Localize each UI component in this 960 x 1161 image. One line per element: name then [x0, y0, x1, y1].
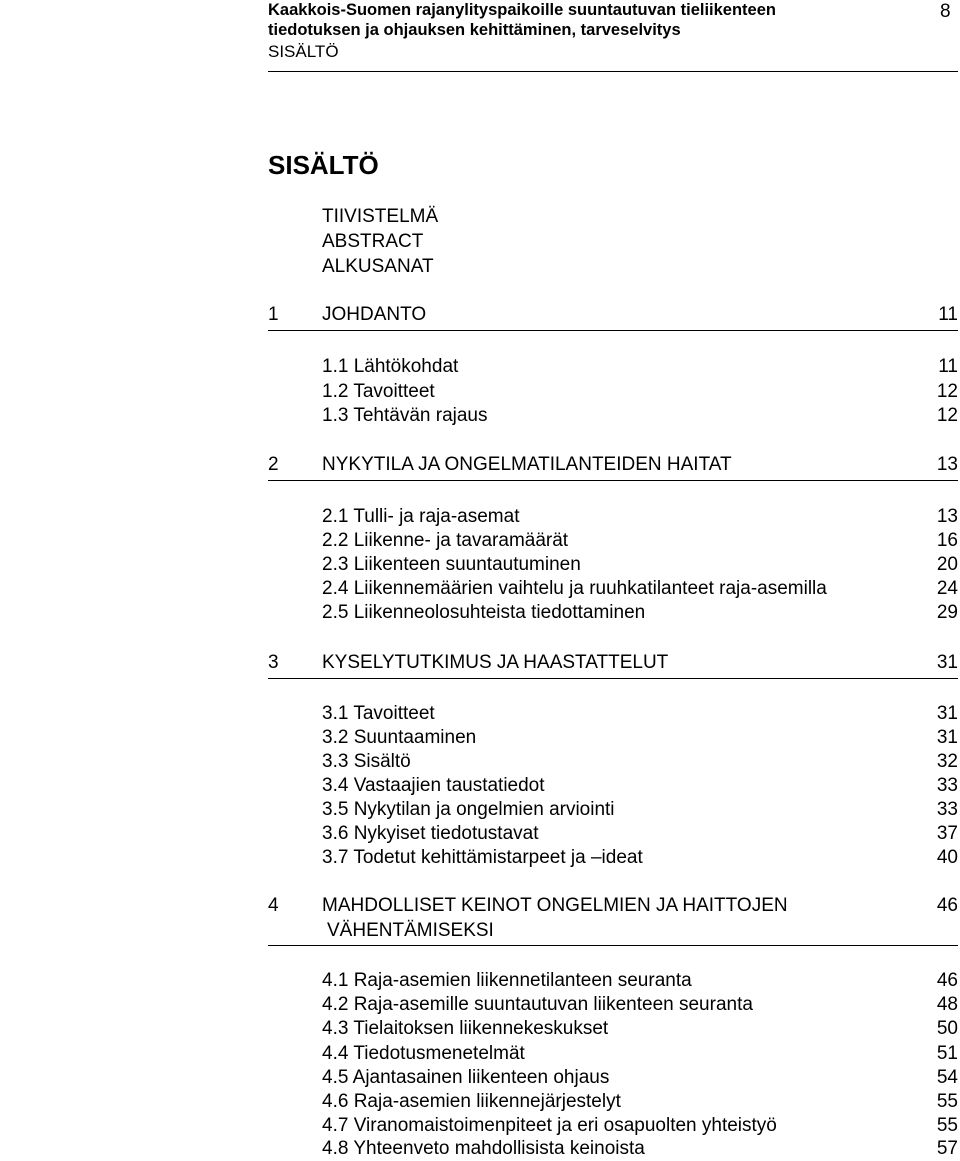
- entry-title: 3.3 Sisältö: [322, 751, 411, 772]
- entry-title: 2.2 Liikenne- ja tavaramäärät: [322, 530, 569, 551]
- chapter-page: 11: [938, 304, 958, 325]
- chapter-page: 31: [936, 652, 958, 673]
- entry-page: 57: [936, 1138, 958, 1159]
- entry-title: 3.7 Todetut kehittämistarpeet ja –ideat: [322, 847, 643, 868]
- entry-title: 4.4 Tiedotusmenetelmät: [322, 1043, 525, 1064]
- toc-chapter-3[interactable]: [268, 651, 958, 679]
- entry-title: 1.3 Tehtävän rajaus: [322, 405, 488, 426]
- entry-title: 4.3 Tielaitoksen liikennekeskukset: [322, 1018, 609, 1039]
- entry-page: 32: [936, 751, 958, 772]
- entry-title: 2.5 Liikenneolosuhteista tiedottaminen: [322, 602, 646, 623]
- entry-page: 12: [936, 405, 958, 426]
- chapter-title: JOHDANTO: [322, 304, 427, 325]
- entry-page: 13: [936, 506, 958, 527]
- entry-title: 4.7 Viranomaistoimenpiteet ja eri osapuolten yhteistyö: [322, 1115, 777, 1136]
- toc-chapter-1[interactable]: [268, 303, 958, 331]
- entry-title: 4.6 Raja-asemien liikennejärjestelyt: [322, 1091, 621, 1112]
- entry-page: 48: [936, 994, 958, 1015]
- toc-front-item[interactable]: ALKUSANAT: [322, 256, 434, 277]
- entry-title: 1.1 Lähtökohdat: [322, 356, 459, 377]
- document-title: SISÄLTÖ: [268, 150, 379, 180]
- chapter-number: 1: [268, 304, 279, 325]
- chapter-number: 3: [268, 652, 279, 673]
- header-title: Kaakkois-Suomen rajanylityspaikoille suuntautuvan tieliikenteen tiedotuksen ja ohjauksen kehittäminen, tarveselvitys: [268, 1, 776, 39]
- entry-title: 2.1 Tulli- ja raja-asemat: [322, 506, 520, 527]
- entry-page: 54: [936, 1067, 958, 1088]
- entry-title: 3.2 Suuntaaminen: [322, 727, 477, 748]
- entry-page: 40: [936, 847, 958, 868]
- entry-page: 51: [936, 1043, 958, 1064]
- entry-title: 3.5 Nykytilan ja ongelmien arviointi: [322, 799, 615, 820]
- toc-front-item[interactable]: TIIVISTELMÄ: [322, 206, 439, 227]
- entry-page: 20: [936, 554, 958, 575]
- chapter-title-line2: VÄHENTÄMISEKSI: [327, 920, 494, 941]
- entry-title: 3.1 Tavoitteet: [322, 703, 435, 724]
- entry-page: 12: [936, 381, 958, 402]
- entry-page: 24: [936, 578, 958, 599]
- chapter-number: 2: [268, 454, 279, 475]
- chapter-page: 46: [936, 895, 958, 916]
- entry-page: 55: [936, 1115, 958, 1136]
- entry-title: 4.1 Raja-asemien liikennetilanteen seuranta: [322, 970, 692, 991]
- entry-title: 4.8 Yhteenveto mahdollisista keinoista: [322, 1138, 645, 1159]
- chapter-page: 13: [936, 454, 958, 475]
- entry-page: 31: [936, 727, 958, 748]
- entry-page: 33: [936, 799, 958, 820]
- chapter-title: NYKYTILA JA ONGELMATILANTEIDEN HAITAT: [322, 454, 732, 475]
- entry-page: 31: [936, 703, 958, 724]
- entry-title: 2.4 Liikennemäärien vaihtelu ja ruuhkatilanteet raja-asemilla: [322, 578, 827, 599]
- entry-title: 4.2 Raja-asemille suuntautuvan liikenteen seuranta: [322, 994, 753, 1015]
- toc-chapter-2[interactable]: [268, 453, 958, 481]
- toc-front-item[interactable]: ABSTRACT: [322, 231, 424, 252]
- entry-page: 55: [936, 1091, 958, 1112]
- page-number: 8: [940, 1, 951, 22]
- entry-title: 3.4 Vastaajien taustatiedot: [322, 775, 545, 796]
- entry-title: 3.6 Nykyiset tiedotustavat: [322, 823, 539, 844]
- entry-title: 1.2 Tavoitteet: [322, 381, 435, 402]
- entry-title: 2.3 Liikenteen suuntautuminen: [322, 554, 581, 575]
- entry-title: 4.5 Ajantasainen liikenteen ohjaus: [322, 1067, 610, 1088]
- entry-page: 16: [936, 530, 958, 551]
- entry-page: 11: [938, 356, 958, 377]
- entry-page: 29: [936, 602, 958, 623]
- entry-page: 33: [936, 775, 958, 796]
- chapter-title: KYSELYTUTKIMUS JA HAASTATTELUT: [322, 652, 669, 673]
- chapter-number: 4: [268, 895, 279, 916]
- toc-chapter-4[interactable]: [268, 893, 958, 946]
- header-rule: [268, 71, 958, 72]
- entry-page: 46: [936, 970, 958, 991]
- chapter-title-line1: MAHDOLLISET KEINOT ONGELMIEN JA HAITTOJEN: [322, 895, 788, 916]
- entry-page: 37: [936, 823, 958, 844]
- header-section: SISÄLTÖ: [268, 42, 339, 61]
- entry-page: 50: [936, 1018, 958, 1039]
